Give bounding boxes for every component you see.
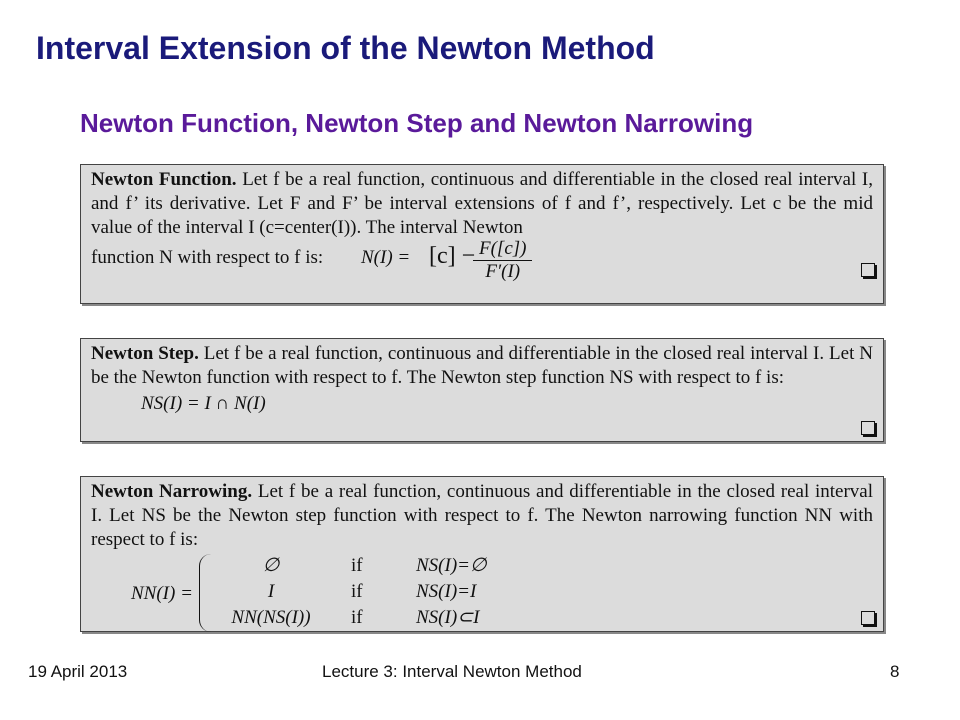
newton-step-definition xyxy=(91,342,873,390)
newton-narrowing-text: Let f be a real function, continuous and differentiable in the closed real interval I. Let NS be the Newton step function with respect to f. The Newton narrowing function NN with respect to f is: xyxy=(91,481,874,550)
newton-function-box xyxy=(80,164,884,304)
newton-step-text: Let f be a real function, continuous and differentiable in the closed real interval I. Let N be the Newton function with respect to f. The Newton step function NS with respect to f is: xyxy=(91,343,873,388)
case-value: ∅ xyxy=(262,555,280,576)
case-value: NN(NS(I)) xyxy=(231,607,311,628)
case-if: if xyxy=(351,581,363,602)
case-condition: NS(I)=∅ xyxy=(416,555,487,576)
newton-function-definition xyxy=(91,168,873,240)
newton-function-term: Newton Function. xyxy=(91,169,237,190)
newton-step-box xyxy=(80,338,884,442)
qed-square-icon xyxy=(861,611,875,625)
newton-step-formula-line xyxy=(91,390,873,418)
footer-page-number: 8 xyxy=(890,662,900,681)
slide-subtitle: Newton Function, Newton Step and Newton Narrowing xyxy=(80,108,754,138)
newton-function-lhs: N(I) = xyxy=(361,247,411,268)
newton-narrowing-piecewise xyxy=(91,552,873,636)
newton-step-formula: NS(I) = I ∩ N(I) xyxy=(141,393,266,414)
newton-step-term: Newton Step. xyxy=(91,343,199,364)
case-value: I xyxy=(267,581,275,602)
fraction-numerator: F([c]) xyxy=(473,238,532,261)
case-condition: NS(I)=I xyxy=(416,581,477,602)
newton-narrowing-box xyxy=(80,476,884,632)
case-if: if xyxy=(351,607,363,628)
case-condition: NS(I)⊂I xyxy=(416,607,480,628)
newton-narrowing-lhs: NN(I) = xyxy=(131,583,193,604)
newton-function-bracket: [c] − xyxy=(429,243,476,269)
qed-square-icon xyxy=(861,263,875,277)
footer-date: 19 April 2013 xyxy=(28,662,128,681)
newton-narrowing-term: Newton Narrowing. xyxy=(91,481,253,502)
newton-function-text: Let f be a real function, continuous and differentiable in the closed real interval I, and f’ its derivative. Let F and F’ be interval extensions of f and f’, respectively. Let c be the mid value of the interval I (c=center(I)). The interval Newton xyxy=(91,169,873,238)
newton-function-formula xyxy=(91,240,873,280)
case-if: if xyxy=(351,555,363,576)
footer-lecture: Lecture 3: Interval Newton Method xyxy=(322,662,582,681)
qed-square-icon xyxy=(861,421,875,435)
newton-narrowing-definition xyxy=(91,480,873,552)
fraction-denominator: F′(I) xyxy=(485,261,521,282)
newton-function-fraction xyxy=(473,238,532,283)
slide-title: Interval Extension of the Newton Method xyxy=(36,30,655,66)
newton-function-lead: function N with respect to f is: xyxy=(91,247,324,268)
